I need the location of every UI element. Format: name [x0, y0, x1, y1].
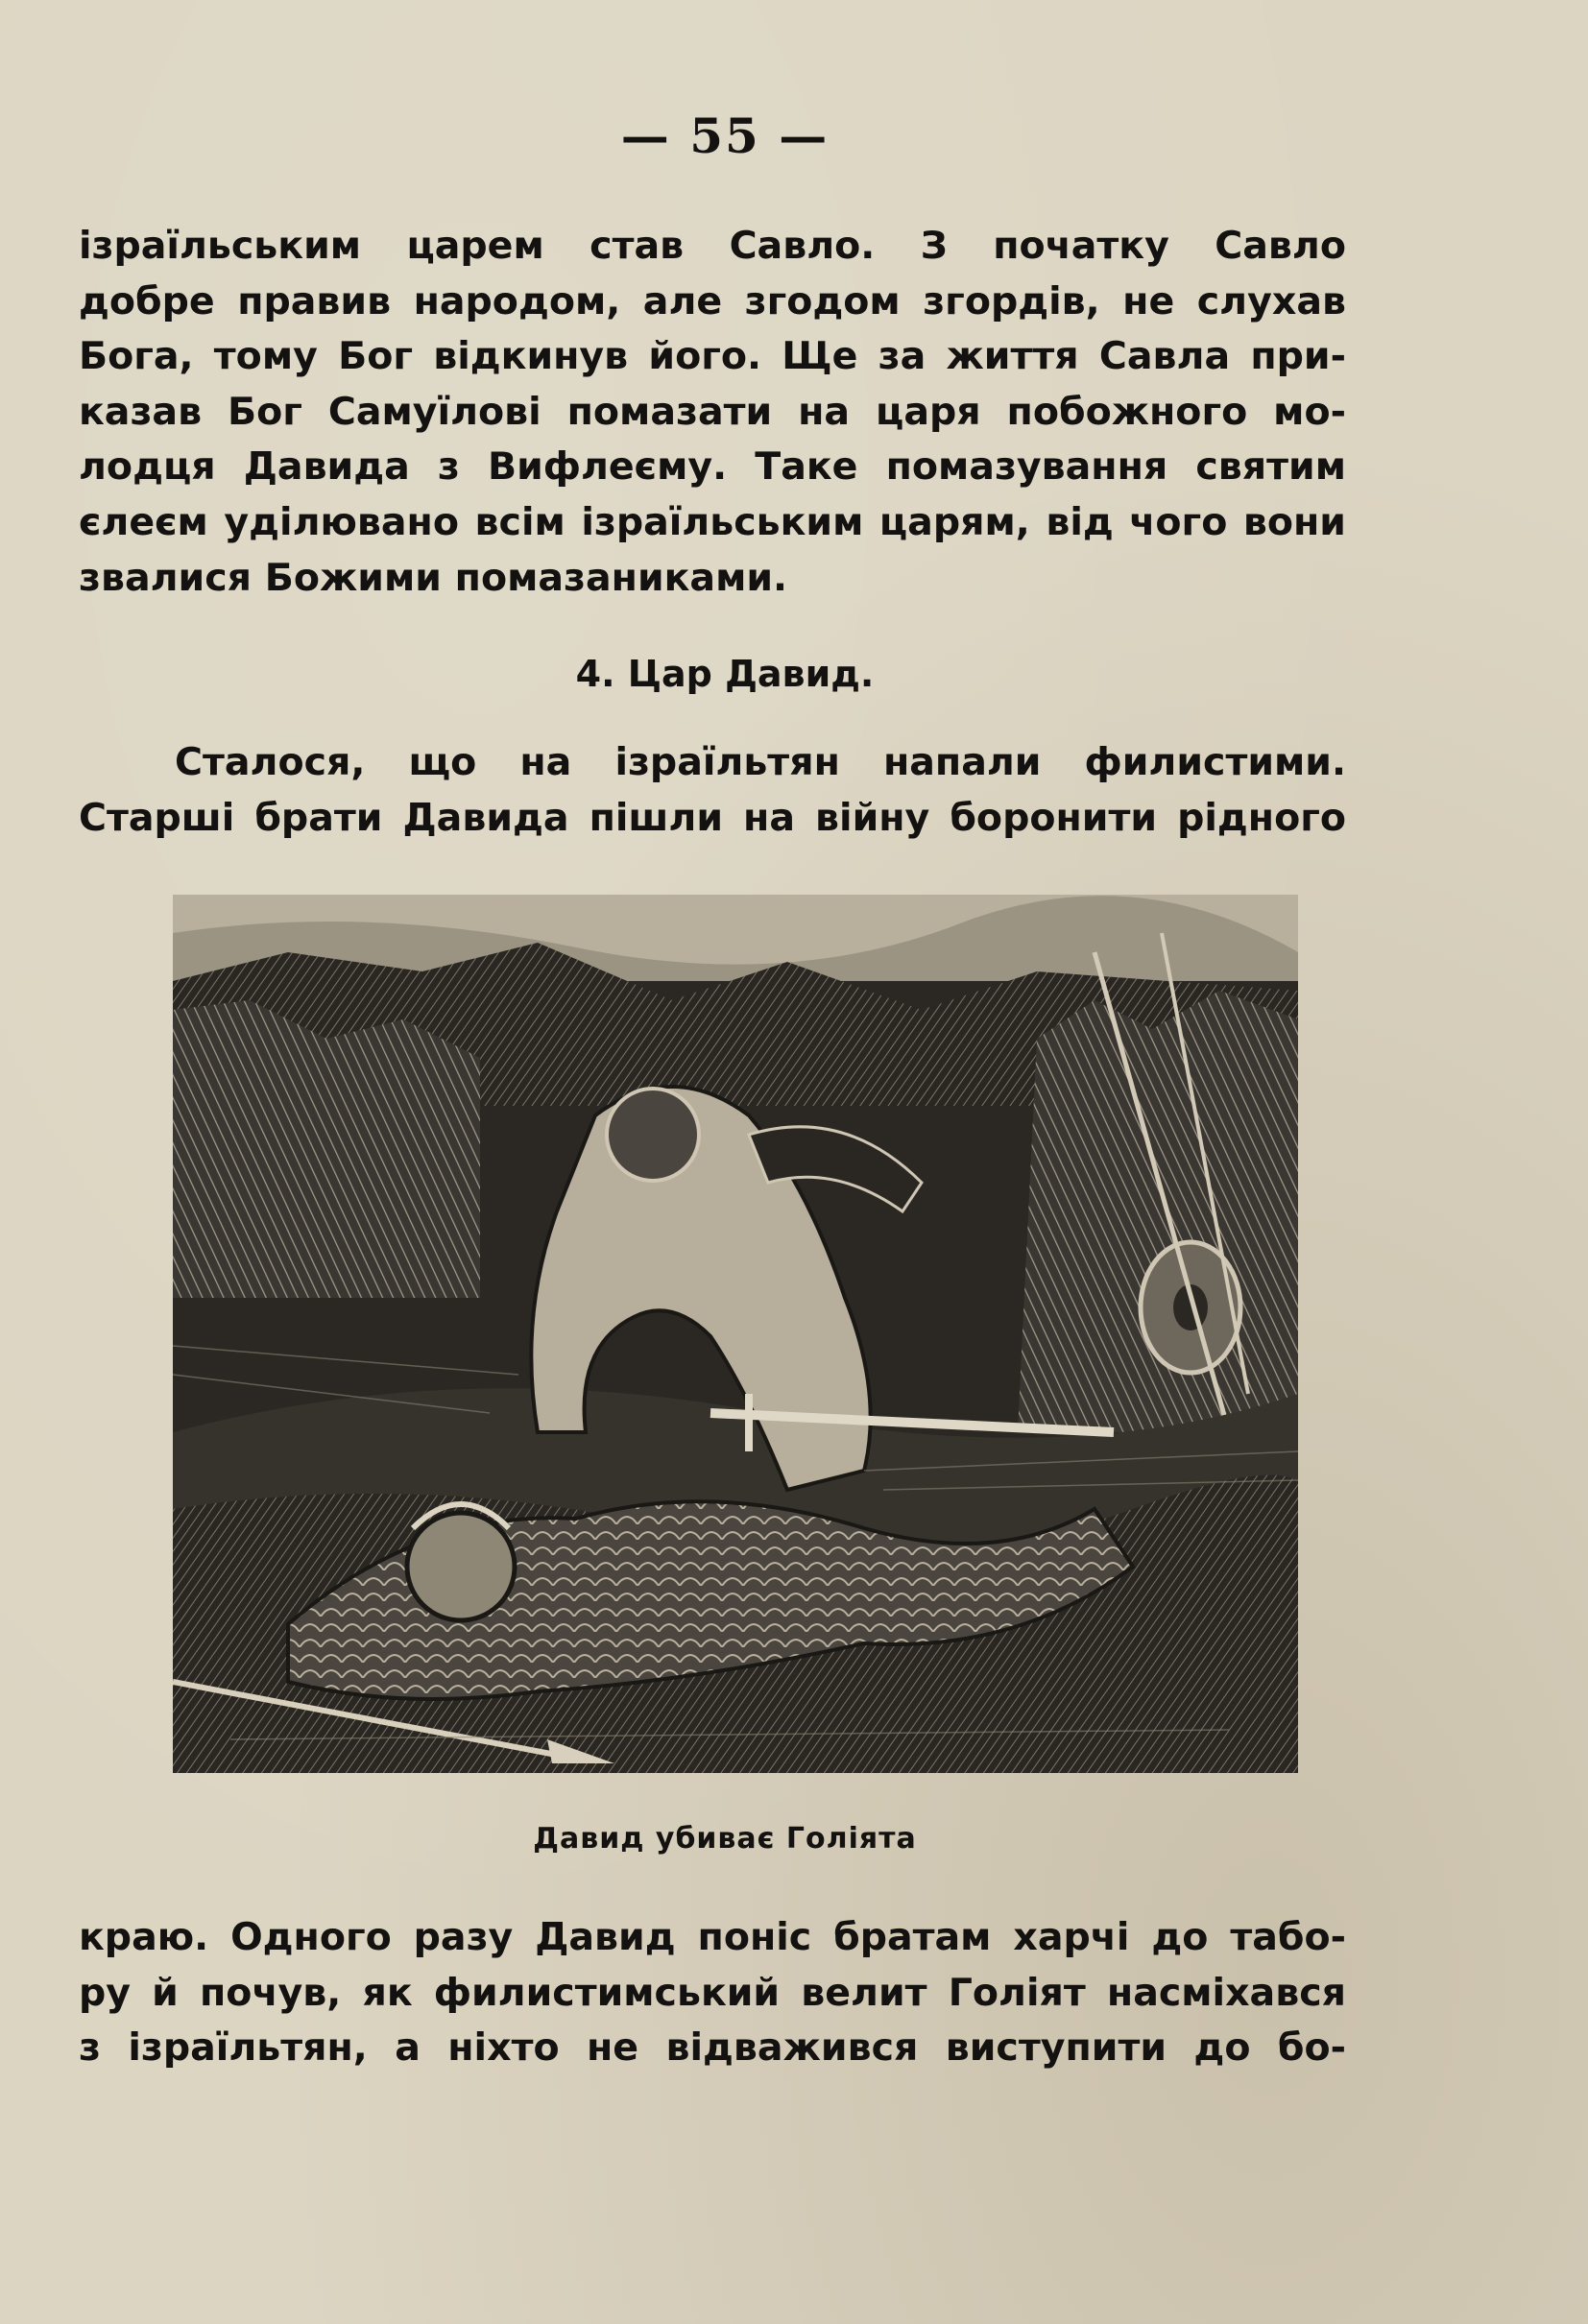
text-line: ізраїльським царем став Савло. З початку Савло [79, 224, 1346, 268]
text-line: краю. Одного разу Давид поніс братам харчі до табо- [79, 1915, 1346, 1959]
engraving-illustration [173, 895, 1298, 1773]
text-line: Сталося, що на ізраїльтян напали филистими. [175, 740, 1346, 784]
text-line: єлеєм уділювано всім ізраїльським царям, від чого вони [79, 499, 1346, 544]
section-heading: 4. Цар Давид. [575, 653, 875, 695]
text-line: казав Бог Самуїлові помазати на царя побожного мо- [79, 389, 1346, 434]
illustration-caption: Давид убиває Голіята [533, 1822, 917, 1856]
paragraph-3 [79, 1910, 1346, 2076]
text-line: звалися Божими помазаниками. [79, 555, 788, 600]
paragraph-2 [79, 735, 1346, 846]
text-line: Бога, тому Бог відкинув його. Ще за життя Савла при- [79, 334, 1346, 379]
paragraph-1 [79, 219, 1346, 606]
text-line: ру й почув, як филистимський велит Голіят насміхався [79, 1970, 1346, 2015]
text-line: Старші брати Давида пішли на війну боронити рідного [79, 795, 1346, 840]
text-line: добре правив народом, але згодом згордів, не слухав [79, 278, 1346, 323]
text-line: з ізраїльтян, а ніхто не відважився виступити до бо- [79, 2025, 1346, 2071]
engraving-image [173, 895, 1298, 1773]
page-number: — 55 — [620, 108, 830, 164]
text-line: лодця Давида з Вифлеєму. Таке помазування святим [79, 444, 1346, 490]
